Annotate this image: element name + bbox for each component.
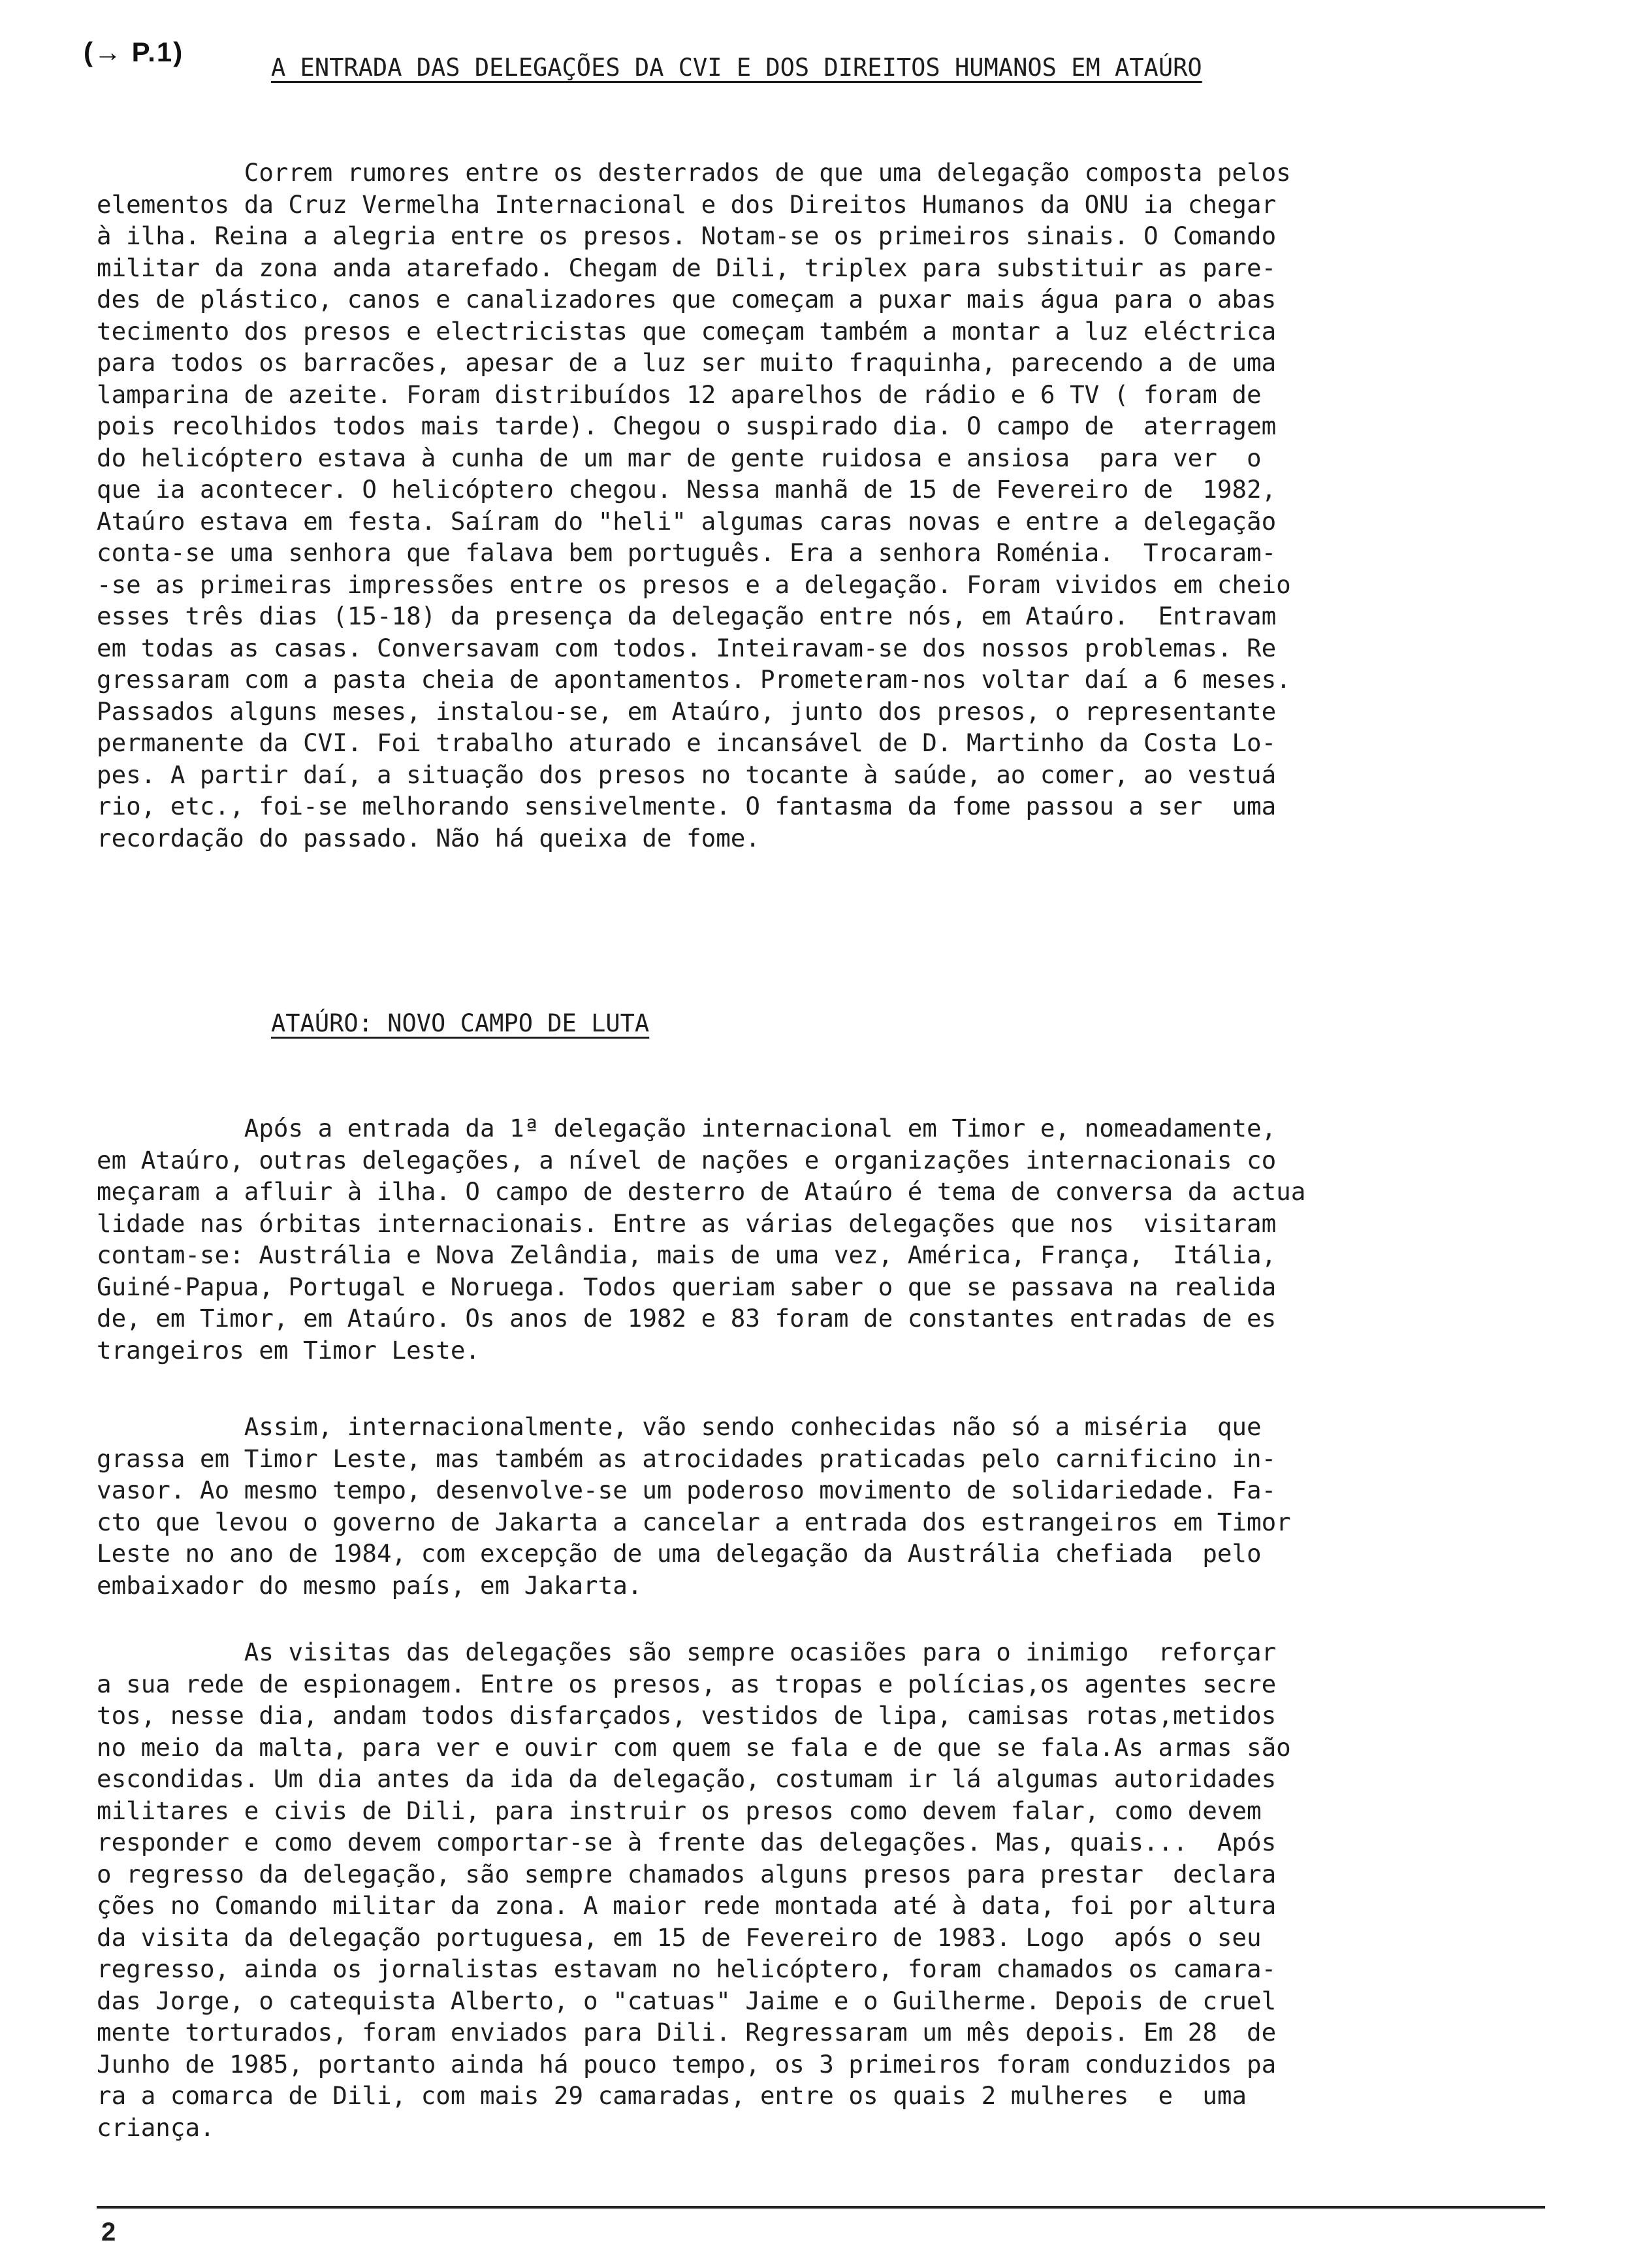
text-line: tecimento dos presos e electricistas que começam também a montar a luz eléctrica [97,316,1277,346]
text-line: As visitas das delegações são sempre ocasiões para o inimigo reforçar [97,1638,1277,1666]
text-line: grassa em Timor Leste, mas também as atrocidades praticadas pelo carnificino in- [97,1444,1277,1473]
text-line: Assim, internacionalmente, vão sendo conhecidas não só a miséria que [97,1412,1262,1441]
text-line: contam-se: Austrália e Nova Zelândia, mais de uma vez, América, França, Itália, [97,1240,1277,1269]
text-line: embaixador do mesmo país, em Jakarta. [97,1570,643,1600]
text-line: da visita da delegação portuguesa, em 15 de Fevereiro de 1983. Logo após o seu [97,1922,1262,1952]
text-line: cto que levou o governo de Jakarta a cancelar a entrada dos estrangeiros em Timor [97,1507,1291,1536]
text-line: lidade nas órbitas internacionais. Entre as várias delegações que nos visitaram [97,1208,1277,1238]
text-line: Guiné-Papua, Portugal e Noruega. Todos queriam saber o que se passava na realida [97,1272,1277,1301]
section-heading: ATAÚRO: NOVO CAMPO DE LUTA [271,1009,650,1037]
text-line: Ataúro estava em festa. Saíram do "heli" algumas caras novas e entre a delegação [97,506,1277,536]
text-line: das Jorge, o catequista Alberto, o "catuas" Jaime e o Guilherme. Depois de cruel [97,1986,1277,2015]
page-number: 2 [101,2218,116,2246]
text-line: des de plástico, canos e canalizadores que começam a puxar mais água para o abas [97,285,1277,314]
text-line: Após a entrada da 1ª delegação internacional em Timor e, nomeadamente, [97,1114,1277,1142]
text-line: esses três dias (15-18) da presença da delegação entre nós, em Ataúro. Entravam [97,602,1277,630]
text-line: vasor. Ao mesmo tempo, desenvolve-se um poderoso movimento de solidariedade. Fa- [97,1476,1277,1504]
text-line: mente torturados, foram enviados para Dili. Regressaram um mês depois. Em 28 de [97,2018,1277,2047]
paragraph-4 [97,1636,1514,2143]
text-line: recordação do passado. Não há queixa de fome. [97,823,760,852]
text-line: permanente da CVI. Foi trabalho aturado e incansável de D. Martinho da Costa Lo- [97,728,1277,757]
text-line: elementos da Cruz Vermelha Internacional e dos Direitos Humanos da ONU ia chegar [97,189,1277,219]
text-line: Leste no ano de 1984, com excepção de uma delegação da Austrália chefiada pelo [97,1539,1262,1568]
text-line: conta-se uma senhora que falava bem português. Era a senhora Roménia. Trocaram- [97,538,1277,567]
text-line: militar da zona anda atarefado. Chegam de Dili, triplex para substituir as pare- [97,253,1277,282]
text-line: ra a comarca de Dili, com mais 29 camaradas, entre os quais 2 mulheres e uma [97,2081,1247,2110]
paragraph-1 [97,157,1514,854]
text-line: no meio da malta, para ver e ouvir com quem se fala e de que se fala.As armas são [97,1732,1291,1762]
text-line: que ia acontecer. O helicóptero chegou. Nessa manhã de 15 de Fevereiro de 1982, [97,475,1277,504]
text-line: Junho de 1985, portanto ainda há pouco tempo, os 3 primeiros foram conduzidos pa [97,2049,1277,2079]
text-line: gressaram com a pasta cheia de apontamentos. Prometeram-nos voltar daí a 6 meses. [97,665,1291,694]
text-line: militares e civis de Dili, para instruir os presos como devem falar, como devem [97,1796,1262,1825]
text-line: para todos os barracões, apesar de a luz ser muito fraquinha, parecendo a de uma [97,348,1277,377]
text-line: de, em Timor, em Ataúro. Os anos de 1982 e 83 foram de constantes entradas de es [97,1304,1277,1333]
text-line: meçaram a afluir à ilha. O campo de desterro de Ataúro é tema de conversa da actua [97,1177,1306,1206]
paragraph-2 [97,1112,1514,1366]
text-line: pois recolhidos todos mais tarde). Chegou o suspirado dia. O campo de aterragem [97,412,1277,440]
text-line: ções no Comando militar da zona. A maior rede montada até à data, foi por altura [97,1891,1277,1920]
text-line: lamparina de azeite. Foram distribuídos 12 aparelhos de rádio e 6 TV ( foram de [97,380,1262,409]
text-line: o regresso da delegação, são sempre chamados alguns presos para prestar declara [97,1859,1277,1888]
text-line: tos, nesse dia, andam todos disfarçados, vestidos de lipa, camisas rotas,metidos [97,1701,1277,1730]
handwritten-margin-note: (→ P.1) [84,37,184,67]
footer-rule [97,2206,1545,2209]
text-line: rio, etc., foi-se melhorando sensivelmente. O fantasma da fome passou a ser uma [97,792,1277,820]
text-line: Correm rumores entre os desterrados de que uma delegação composta pelos [97,158,1291,187]
text-line: -se as primeiras impressões entre os presos e a delegação. Foram vividos em cheio [97,570,1291,599]
page-title: A ENTRADA DAS DELEGAÇÕES DA CVI E DOS DIREITOS HUMANOS EM ATAÚRO [271,54,1202,82]
text-line: escondidas. Um dia antes da ida da delegação, costumam ir lá algumas autoridades [97,1764,1277,1793]
text-line: do helicóptero estava à cunha de um mar de gente ruidosa e ansiosa para ver o [97,443,1262,472]
text-line: trangeiros em Timor Leste. [97,1335,480,1365]
text-line: pes. A partir daí, a situação dos presos no tocante à saúde, ao comer, ao vestuá [97,760,1277,789]
text-line: regresso, ainda os jornalistas estavam no helicóptero, foram chamados os camara- [97,1954,1277,1983]
text-line: Passados alguns meses, instalou-se, em Ataúro, junto dos presos, o representante [97,696,1277,726]
text-line: responder e como devem comportar-se à frente das delegações. Mas, quais... Após [97,1828,1277,1856]
text-line: a sua rede de espionagem. Entre os presos, as tropas e polícias,os agentes secre [97,1669,1277,1698]
text-line: em Ataúro, outras delegações, a nível de nações e organizações internacionais co [97,1145,1277,1174]
text-line: criança. [97,2113,215,2142]
text-line: em todas as casas. Conversavam com todos. Inteiravam-se dos nossos problemas. Re [97,633,1277,662]
text-line: à ilha. Reina a alegria entre os presos. Notam-se os primeiros sinais. O Comando [97,221,1277,250]
paragraph-3 [97,1411,1514,1601]
